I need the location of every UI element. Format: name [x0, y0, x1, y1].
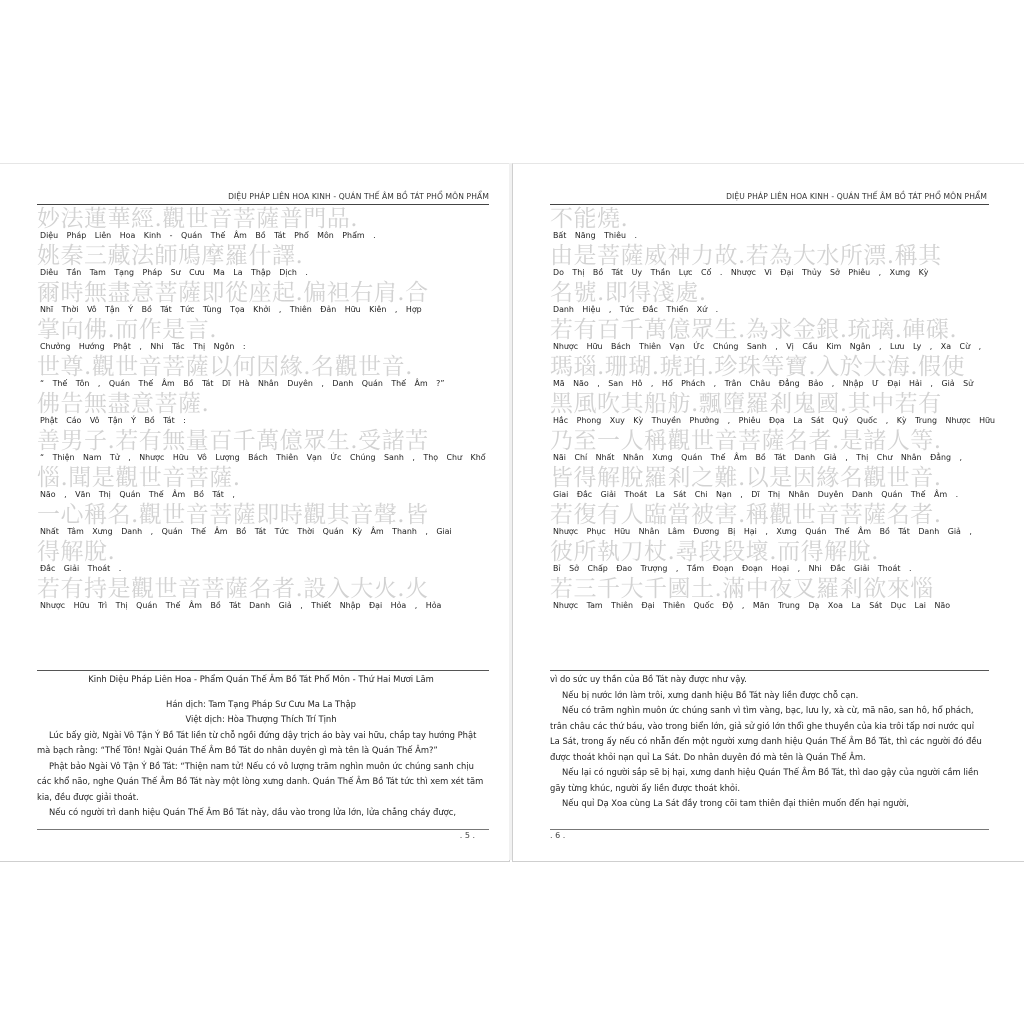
paragraph-2: Nếu bị nước lớn làm trôi, xưng danh hiệu Bồ Tát này liền được chỗ cạn.	[562, 689, 859, 700]
footer-rule	[37, 829, 489, 830]
verse-rule	[550, 670, 989, 671]
paragraph-3: Nếu có trăm nghìn muôn ức chúng sanh vì tìm vàng, bạc, lưu ly, xà cừ, mã não, san hô, hổ phách, trân châu các thứ báu, vào trong biển lớn, giả sử gió lớn thổi ghe thuyền của kia trôi tấp nơi nước quỉ La Sát, trong ấy nếu có nhẫn đến một người xưng danh hiệu Quán Thế Âm Bồ Tát, thì các người đó đều được thoát khỏi nạn quỉ La Sát. Do nhân duyên đó mà tên là Quán Thế Âm.	[550, 705, 982, 762]
han-text: 妙法蓮華經.觀世音菩薩普門品.	[37, 206, 359, 232]
viet-line-4: Chưởng Hướng Phật , Nhi Tác Thị Ngôn :	[40, 342, 246, 351]
translation-text	[37, 672, 485, 821]
paragraph-1: Lúc bấy giờ, Ngài Vô Tận Ý Bồ Tát liền từ chỗ ngồi đứng dậy trịch áo bày vai hữu, chắp tay hướng Phật mà bạch rằng: “Thế Tôn! Ngài Quán Thế Âm Bồ Tát do nhân duyên gì mà tên là Quán Thế Âm?”	[37, 729, 477, 755]
viet-line-7: Nãi Chí Nhất Nhân Xưng Quán Thế Âm Bồ Tát Danh Giả , Thị Chư Nhân Đẳng ,	[553, 453, 963, 462]
page-number: . 6 .	[550, 831, 566, 840]
verse-block	[37, 206, 489, 613]
viet-line-7: “ Thiện Nam Tử , Nhược Hữu Vô Lượng Bách Thiên Vạn Ức Chúng Sanh , Thọ Chư Khổ	[40, 453, 486, 462]
viet-line-3: Nhĩ Thời Vô Tận Ý Bồ Tát Tức Tùng Tọa Khởi , Thiên Đản Hữu Kiên , Hợp	[40, 305, 422, 314]
paragraph-5: Nếu quỉ Dạ Xoa cùng La Sát đầy trong cõi tam thiên đại thiên muốn đến hại người,	[562, 798, 909, 808]
han-text: 由是菩薩威神力故.若為大水所漂.稱其	[550, 243, 942, 269]
viet-line-8: Giai Đắc Giải Thoát La Sát Chi Nạn , Dĩ Thị Nhân Duyên Danh Quán Thế Âm .	[553, 490, 959, 499]
han-text: 善男子.若有無量百千萬億眾生.受諸苦	[37, 428, 429, 454]
han-text: 皆得解脫羅剎之難.以是因緣名觀世音.	[550, 465, 942, 491]
han-text: 掌向佛.而作是言.	[37, 317, 218, 343]
running-header: DIỆU PHÁP LIÊN HOA KINH - QUÁN THẾ ÂM BỒ TÁT PHỔ MÔN PHẨM	[726, 192, 987, 201]
han-text: 爾時無盡意菩薩即從座起.偏袒右肩.合	[37, 280, 429, 306]
han-text: 乃至一人稱觀世音菩薩名者.是諸人等.	[550, 428, 942, 454]
han-text: 世尊.觀世音菩薩以何因緣.名觀世音.	[37, 354, 413, 380]
viet-line-1: Diệu Pháp Liên Hoa Kinh - Quán Thế Âm Bồ Tát Phổ Môn Phẩm .	[40, 231, 376, 240]
viet-line-11: Nhược Hữu Trì Thị Quán Thế Âm Bồ Tát Danh Giả , Thiết Nhập Đại Hỏa , Hỏa	[40, 601, 442, 610]
viet-translator: Việt dịch: Hòa Thượng Thích Trí Tịnh	[185, 714, 337, 724]
han-text: 不能燒.	[550, 206, 629, 232]
viet-line-2: Diêu Tần Tam Tạng Pháp Sư Cưu Ma La Thập Dịch .	[40, 268, 308, 277]
viet-line-3: Danh Hiệu , Tức Đắc Thiển Xứ .	[553, 305, 719, 314]
left-page	[0, 163, 510, 862]
viet-line-10: Bỉ Sở Chấp Đao Trượng , Tầm Đoạn Đoạn Hoại , Nhi Đắc Giải Thoát .	[553, 564, 912, 573]
han-text: 彼所執刀杖.尋段段壞.而得解脫.	[550, 539, 879, 565]
paragraph-2: Phật bảo Ngài Vô Tận Ý Bồ Tát: “Thiện nam tử! Nếu có vô lượng trăm nghìn muôn ức chúng sanh chịu các khổ não, nghe Quán Thế Âm Bồ Tát này một lòng xưng danh. Quán Thế Âm Bồ Tát tức thì xem xét tăm kia, đều được giải thoát.	[37, 760, 484, 802]
footer-rule	[550, 829, 989, 830]
viet-line-4: Nhược Hữu Bách Thiên Vạn Ức Chúng Sanh , Vị Cầu Kim Ngân , Lưu Ly , Xa Cừ ,	[553, 342, 982, 351]
han-text: 若有百千萬億眾生.為求金銀.琉璃.硨磲.	[550, 317, 958, 343]
han-text: 惱.聞是觀世音菩薩.	[37, 465, 241, 491]
right-page	[512, 163, 1024, 862]
viet-line-5: Mã Não , San Hô , Hổ Phách , Trân Châu Đẳng Bảo , Nhập Ư Đại Hải , Giả Sử	[553, 379, 974, 388]
han-translator: Hán dịch: Tam Tạng Pháp Sư Cưu Ma La Thập	[166, 698, 356, 709]
han-text: 瑪瑙.珊瑚.琥珀.珍珠等寶.入於大海.假使	[550, 354, 966, 380]
han-text: 得解脫.	[37, 539, 116, 565]
page-number: . 5 .	[459, 831, 475, 840]
translation-text	[550, 672, 985, 812]
verse-rule	[37, 670, 489, 671]
han-text: 佛告無盡意菩薩.	[37, 391, 210, 417]
viet-line-10: Đắc Giải Thoát .	[40, 564, 122, 573]
viet-line-8: Não , Văn Thị Quán Thế Âm Bồ Tát ,	[40, 490, 235, 499]
viet-line-6: Hắc Phong Xuy Kỳ Thuyền Phưởng , Phiêu Đọa La Sát Quỷ Quốc , Kỳ Trung Nhược Hữu	[553, 416, 996, 425]
paragraph-4: Nếu lại có người sắp sẽ bị hại, xưng danh hiệu Quán Thế Âm Bồ Tát, thì dao gậy của người cầm liền gãy từng khúc, người ấy liền được thoát khỏi.	[550, 767, 979, 793]
viet-line-11: Nhược Tam Thiên Đại Thiên Quốc Độ , Mãn Trung Dạ Xoa La Sát Dục Lai Não	[553, 601, 951, 610]
han-text: 名號.即得淺處.	[550, 280, 707, 306]
paragraph-1: vì do sức uy thần của Bồ Tát này được như vậy.	[550, 674, 747, 684]
han-text: 若有持是觀世音菩薩名者.設入大火.火	[37, 576, 429, 602]
header-rule	[37, 204, 489, 205]
viet-line-9: Nhược Phục Hữu Nhân Lâm Đương Bị Hại , Xưng Quán Thế Âm Bồ Tát Danh Giả ,	[553, 527, 972, 536]
han-text: 黑風吹其船舫.飄墮羅剎鬼國.其中若有	[550, 391, 942, 417]
verse-block	[550, 206, 996, 613]
running-header: DIỆU PHÁP LIÊN HOA KINH - QUÁN THẾ ÂM BỒ TÁT PHỔ MÔN PHẨM	[228, 192, 489, 201]
han-text: 一心稱名.觀世音菩薩即時觀其音聲.皆	[37, 502, 429, 528]
paragraph-3: Nếu có người trì danh hiệu Quán Thế Âm Bồ Tát này, dầu vào trong lửa lớn, lửa chẳng cháy được,	[49, 807, 457, 817]
viet-line-5: “ Thế Tôn , Quán Thế Âm Bồ Tát Dĩ Hà Nhân Duyên , Danh Quán Thế Âm ?”	[40, 379, 445, 388]
han-text: 若三千大千國土.滿中夜叉羅剎欲來惱	[550, 576, 934, 602]
header-rule	[550, 204, 989, 205]
han-text: 若復有人臨當被害.稱觀世音菩薩名者.	[550, 502, 942, 528]
viet-line-9: Nhất Tâm Xưng Danh , Quán Thế Âm Bồ Tát Tức Thời Quán Kỳ Âm Thanh , Giai	[40, 527, 452, 536]
viet-line-1: Bất Năng Thiêu .	[553, 231, 637, 240]
viet-line-6: Phật Cáo Vô Tận Ý Bồ Tát :	[40, 416, 186, 425]
viet-line-2: Do Thị Bồ Tát Uy Thần Lực Cố . Nhược Vi Đại Thủy Sở Phiêu , Xưng Kỳ	[553, 268, 929, 277]
chapter-title: Kinh Diệu Pháp Liên Hoa - Phẩm Quán Thế Âm Bồ Tát Phổ Môn - Thứ Hai Mươi Lăm	[88, 674, 434, 684]
han-text: 姚秦三藏法師鳩摩羅什譯.	[37, 243, 304, 269]
